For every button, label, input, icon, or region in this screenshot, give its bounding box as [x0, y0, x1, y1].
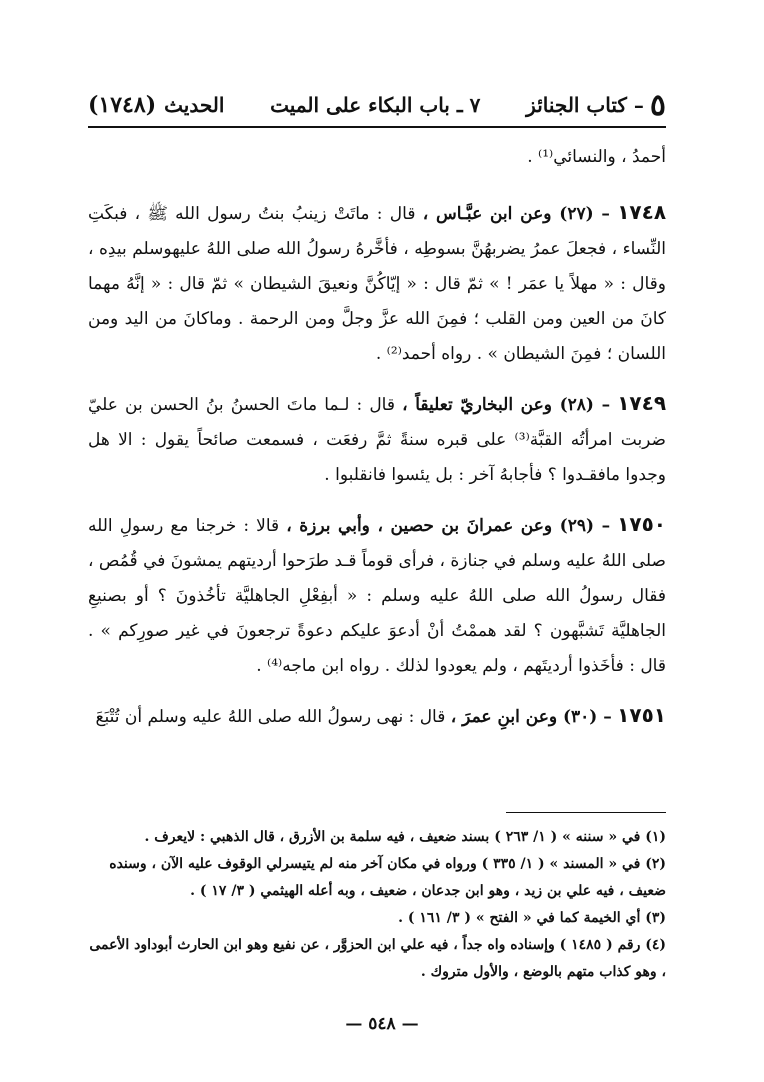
footnote: (١) في « سننه » ( ١/ ٢٦٣ ) بسند ضعيف ، فيه سلمة بن الأزرق ، قال الذهبي : لايعرف . — [144, 829, 666, 845]
hadith-number: ١٧٥٠ — [617, 512, 666, 536]
footnote: (٢) في « المسند » ( ١/ ٣٣٥ ) ورواه في مكان آخر منه لم يتيسرلي الوقوف عليه الآن ، وسنده ضعيف ، فيه علي بن زيد ، وهو ابن جدعان ، ضعيف ، وبه أعله الهيثمي ( ٣/ ١٧ ) . — [109, 856, 666, 899]
footnote: (٤) رقم ( ١٤٨٥ ) وإسناده واه جداً ، فيه علي ابن الحزوَّر ، عن نفيع وهو ابن الحارث أبوداود الأعمى ، وهو كذاب متهم بالوضع ، والأول متروك . — [89, 937, 666, 980]
hadith-label: الحديث — [164, 93, 225, 117]
hadith-text: قال : ماتَتْ زينبُ بنتُ رسول الله ﷺ ، فبكَتِ النِّساء ، فجعلَ عمرُ يضربهُنَّ بسوطِه ، فأخَّرهُ رسولُ الله صلى اللهُ عليهوسلم بيدِه ، وقال : « مهلاً يا عمَر ! » ثمّ قال : « إيّاكُنَّ ونعيقَ الشيطان » ثمّ قال : « إنَّهُ مهما كانَ من العين ومن القلب ؛ فمِنَ الله عزَّ وجلَّ ومن الرحمة . وماكانَ من اليد ومن اللسان ؛ فمِنَ الشيطان » . رواه أحمد⁽²⁾ . — [88, 204, 666, 364]
hadith-text: قالا : خرجنا مع رسولِ الله صلى اللهُ عليه وسلم في جنازة ، فرأى قوماً قـد طرَحوا أرديتهم يمشونَ في قُمُص ، فقال رسولُ الله صلى اللهُ عليه وسلم : « أبفِعْلِ الجاهليَّة تأخُذونَ ؟ أو بصنيعِ الجاهليَّة تَشبَّهون ؟ لقد هممْتُ أنْ أدعوَ عليكم دعوةً ترجعونَ في غير صورِكم » . قال : فأخَذوا أرديتَهم ، ولم يعودوا لذلك . رواه ابن ماجه⁽⁴⁾ . — [88, 516, 666, 676]
hadith-intro: – (٣٠) وعن ابنِ عمرَ ، — [450, 707, 612, 727]
chapter-number: ٥ — [649, 87, 666, 123]
hadith-intro: – (٢٨) وعن البخاريّ تعليقاً ، — [402, 395, 611, 415]
lead-line: أحمدُ ، والنسائي⁽¹⁾ . — [527, 147, 666, 167]
page-number: — ٥٤٨ — — [345, 1014, 419, 1034]
hadith-paragraph — [88, 698, 666, 735]
main-text — [88, 140, 666, 749]
hadith-range: (١٧٤٨) — [88, 92, 157, 118]
running-header — [88, 84, 666, 128]
hadith-number: ١٧٥١ — [617, 703, 666, 727]
hadith-number: ١٧٤٩ — [617, 391, 667, 415]
hadith-intro: – (٢٧) وعن ابن عبَّـاس ، — [422, 204, 610, 224]
hadith-text: قال : نهى رسولُ الله صلى اللهُ عليه وسلم أن تُتْبَعَ — [95, 707, 446, 727]
hadith-range-label — [88, 92, 224, 118]
footnote-divider — [506, 812, 666, 813]
hadith-paragraph — [88, 386, 666, 493]
hadith-intro: – (٢٩) وعن عمرانَ بن حصين ، وأبي برزة ، — [286, 516, 611, 536]
footnotes — [88, 824, 666, 986]
section-title: ٧ ـ باب البكاء على الميت — [270, 93, 481, 117]
chapter-title: – كتاب الجنائز — [526, 93, 644, 117]
hadith-number: ١٧٤٨ — [617, 200, 667, 224]
hadith-text: قال : لـما ماتَ الحسنُ بنُ الحسن بن عليّ ضربت امرأتُه القبَّة⁽³⁾ على قبره سنةً ثمَّ رفعَت ، فسمعت صائحاً يقول : الا هل وجدوا مافقـدوا ؟ فأجابهُ آخر : بل يئسوا فانقلبوا . — [88, 395, 666, 485]
hadith-paragraph — [88, 507, 666, 684]
chapter-heading — [526, 88, 666, 123]
footnote: (٣) أي الخيمة كما في « الفتح » ( ٣/ ١٦١ ) . — [398, 910, 666, 926]
hadith-paragraph — [88, 195, 666, 372]
